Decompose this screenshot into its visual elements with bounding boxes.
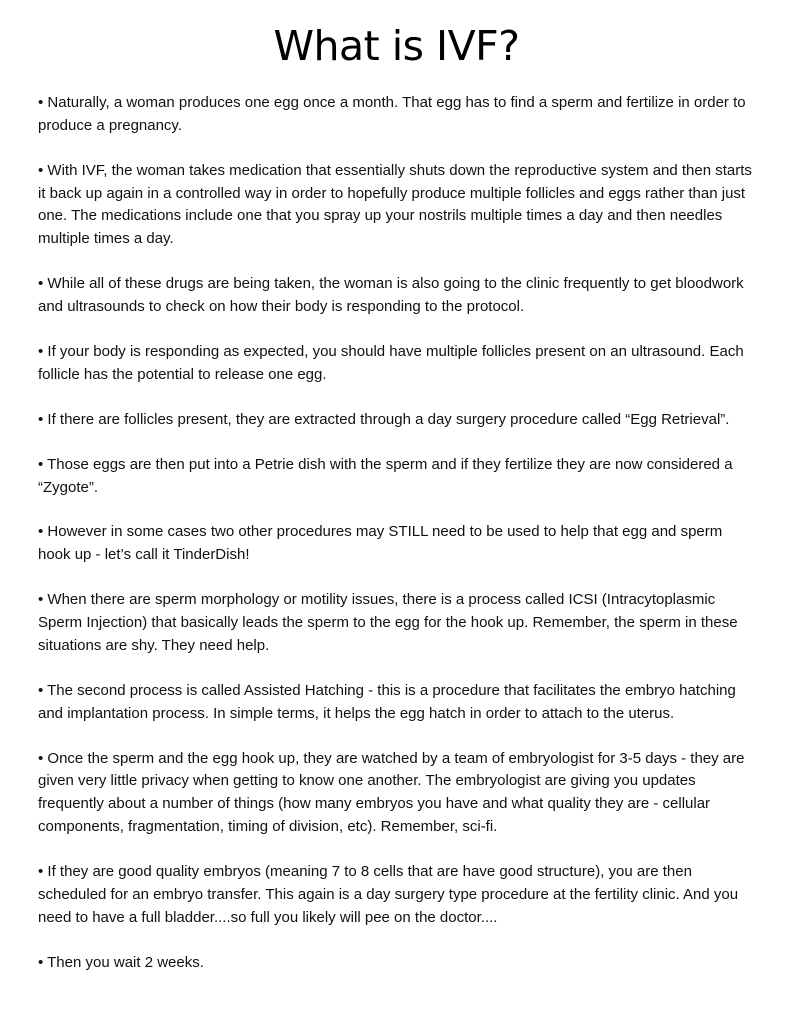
paragraph-embryo-transfer: • If they are good quality embryos (meaning 7 to 8 cells that are have good structure), you are then scheduled for an embryo transfer. This again is a day surgery type procedure at the fertility clinic. And you need to have a full bladder....so full you likely will pee on the doctor....	[38, 863, 739, 926]
paragraph-zygote: • Those eggs are then put into a Petrie dish with the sperm and if they fertilize they are now considered a “Zygote”.	[38, 455, 733, 496]
page-title: What is IVF?	[273, 22, 520, 70]
paragraph-assisted-hatching: • The second process is called Assisted Hatching - this is a procedure that facilitates the embryo hatching and implantation process. In simple terms, it helps the egg hatch in order to attach to the uterus.	[38, 681, 736, 722]
paragraph-monitoring: • While all of these drugs are being taken, the woman is also going to the clinic frequently to get bloodwork and ultrasounds to check on how their body is responding to the protocol.	[38, 275, 744, 315]
paragraph-egg-retrieval: • If there are follicles present, they are extracted through a day surgery procedure called “Egg Retrieval”.	[38, 410, 730, 428]
paragraph-natural-cycle: • Naturally, a woman produces one egg once a month. That egg has to find a sperm and fertilize in order to produce a pregnancy.	[38, 94, 746, 134]
paragraph-icsi: • When there are sperm morphology or motility issues, there is a process called ICSI (Intracytoplasmic Sperm Injection) that basically leads the sperm to the egg for the hook up. Remember, the sperm in these situations are shy. They need help.	[38, 591, 738, 654]
paragraph-follicles: • If your body is responding as expected, you should have multiple follicles present on an ultrasound. Each follicle has the potential to release one egg.	[38, 342, 744, 383]
paragraph-list	[38, 92, 755, 974]
paragraph-other-procedures: • However in some cases two other procedures may STILL need to be used to help that egg and sperm hook up - let’s call it TinderDish!	[38, 523, 723, 564]
paragraph-medication: • With IVF, the woman takes medication that essentially shuts down the reproductive system and then starts it back up again in a controlled way in order to hopefully produce multiple follicles and eggs rather than just one. The medications include one that you spray up your nostrils multiple times a day and then needles multiple times a day.	[38, 161, 752, 248]
paragraph-wait: • Then you wait 2 weeks.	[38, 953, 204, 971]
paragraph-embryologist: • Once the sperm and the egg hook up, they are watched by a team of embryologist for 3-5 days - they are given very little privacy when getting to know one another. The embryologist are giving you updates frequently about a number of things (how many embryos you have and what quality they are - cellular components, fragmentation, timing of division, etc). Remember, sci-fi.	[38, 749, 745, 836]
